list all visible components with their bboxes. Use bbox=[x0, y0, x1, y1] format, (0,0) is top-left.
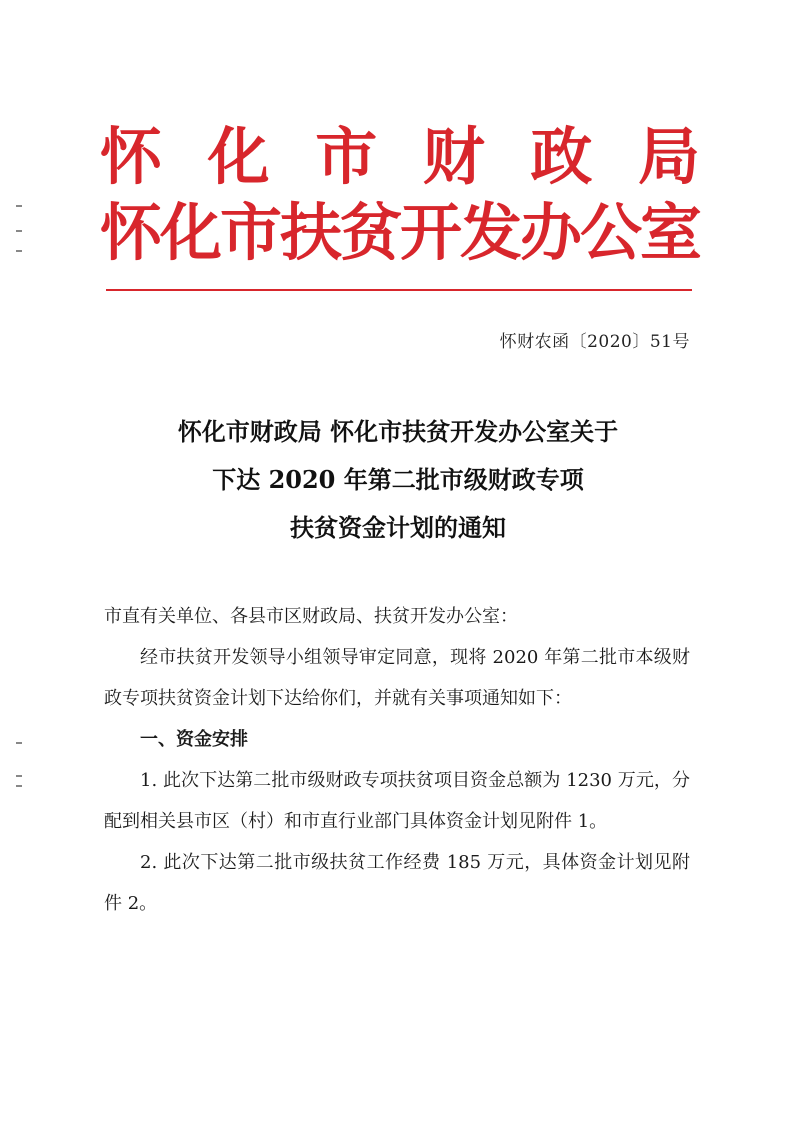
scan-margin-mark bbox=[16, 205, 22, 207]
document-number: 怀财农函〔2020〕51号 bbox=[499, 332, 690, 352]
title-line-1: 怀化市财政局 怀化市扶贫开发办公室关于 bbox=[177, 417, 619, 446]
scan-margin-mark bbox=[16, 230, 22, 232]
scan-margin-mark bbox=[16, 742, 22, 744]
salutation: 市直有关单位、各县市区财政局、扶贫开发办公室： bbox=[104, 606, 518, 627]
funding-item-2: 2. 此次下达第二批市级扶贫工作经费 185 万元，具体资金计划见附件 2。 bbox=[104, 852, 690, 914]
document-title bbox=[100, 408, 696, 552]
scan-margin-mark bbox=[16, 775, 22, 777]
intro-paragraph: 经市扶贫开发领导小组领导审定同意，现将 2020 年第二批市本级财政专项扶贫资金计划下达给你们，并就有关事项通知如下： bbox=[104, 647, 690, 709]
funding-item-1: 1. 此次下达第二批市级财政专项扶贫项目资金总额为 1230 万元，分配到相关县市区（村）和市直行业部门具体资金计划见附件 1。 bbox=[104, 770, 690, 832]
document-body bbox=[104, 596, 690, 924]
scan-margin-mark bbox=[16, 250, 22, 252]
agency-name-finance-bureau: 怀 化 市 财 政 局 bbox=[100, 120, 700, 193]
title-line-3: 扶贫资金计划的通知 bbox=[290, 513, 506, 542]
section-heading-funding: 一、资金安排 bbox=[140, 729, 248, 750]
red-header-rule bbox=[106, 289, 692, 291]
scan-margin-mark bbox=[16, 785, 22, 787]
title-line-2: 下达 2020 年第二批市级财政专项 bbox=[212, 465, 584, 494]
agency-name-poverty-office: 怀化市扶贫开发办公室 bbox=[100, 196, 701, 269]
